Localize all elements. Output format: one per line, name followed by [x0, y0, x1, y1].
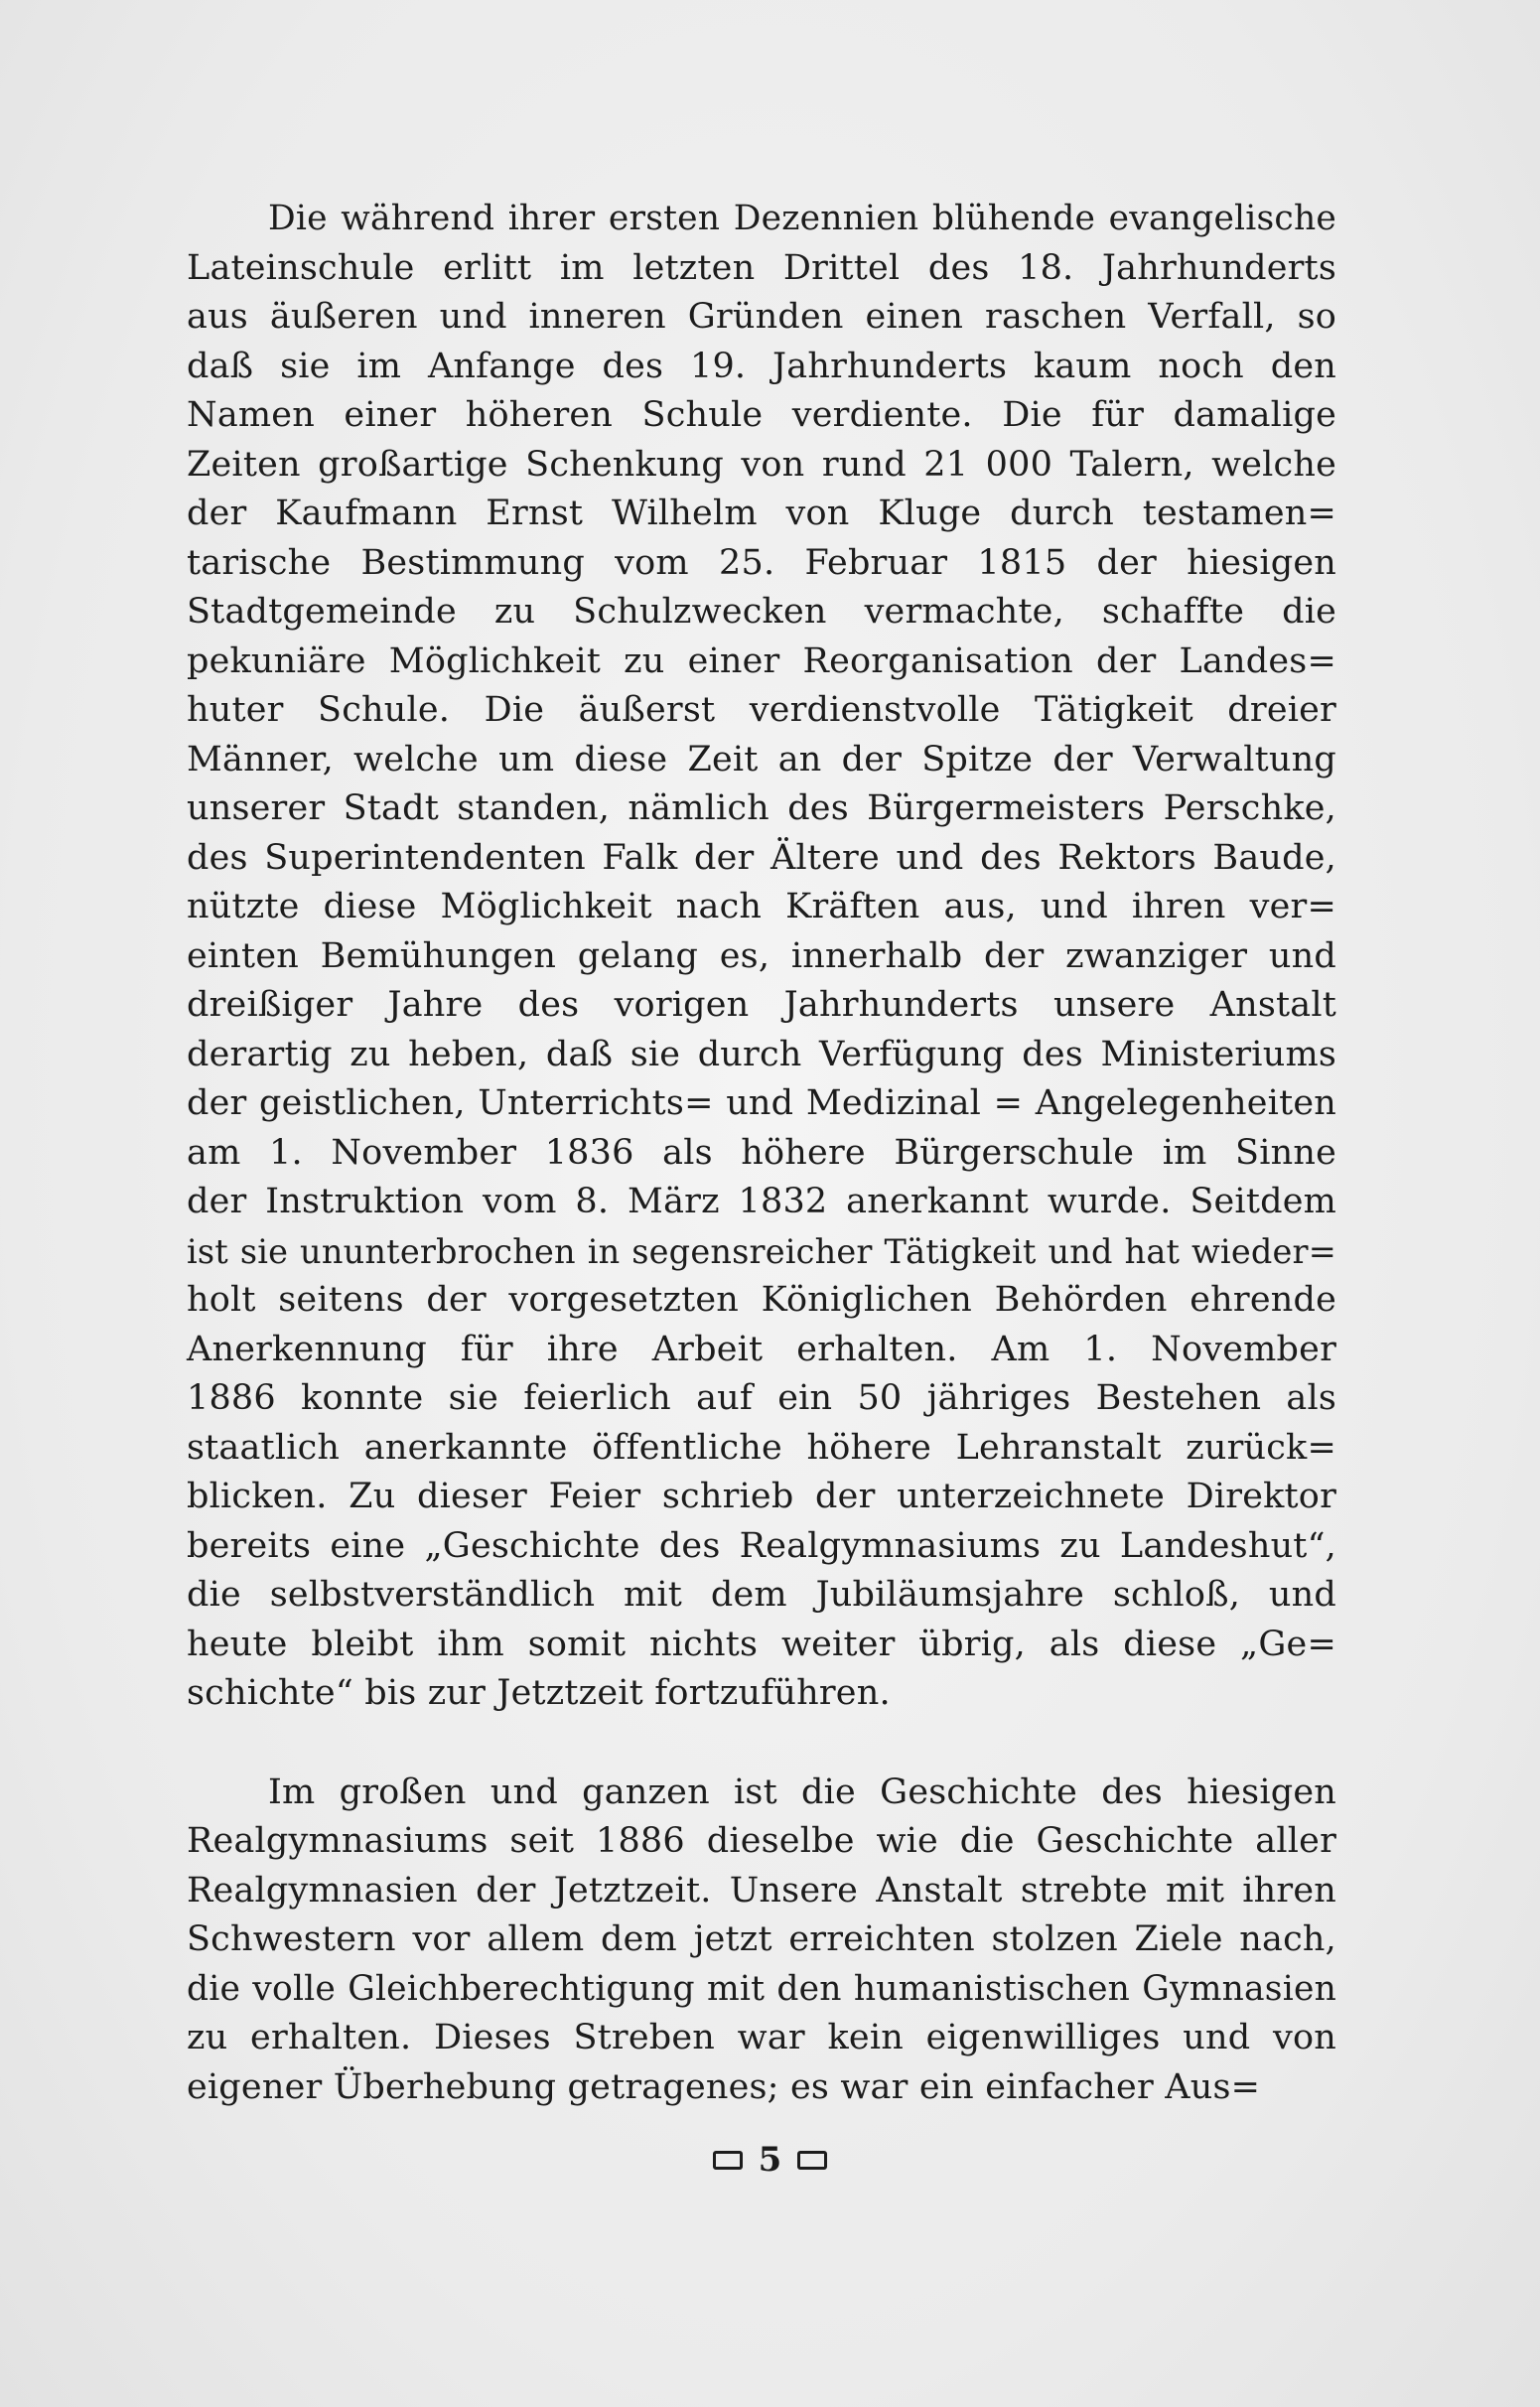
- text-block: [187, 195, 1336, 2112]
- text-line: 1886 konnte sie feierlich auf ein 50 jähriges Bestehen als: [187, 1378, 1336, 1418]
- text-line: zu erhalten. Dieses Streben war kein eigenwilliges und von: [187, 2018, 1336, 2057]
- text-line: die selbstverständlich mit dem Jubiläumsjahre schloß, und: [187, 1575, 1336, 1615]
- text-line: Zeiten großartige Schenkung von rund 21 000 Talern, welche: [187, 444, 1336, 485]
- text-line: der geistlichen, Unterrichts= und Medizinal = Angelegenheiten: [187, 1083, 1336, 1123]
- text-line: der Instruktion vom 8. März 1832 anerkannt wurde. Seitdem: [187, 1182, 1336, 1221]
- text-line: Männer, welche um diese Zeit an der Spitze der Verwaltung: [187, 739, 1336, 779]
- text-line: pekuniäre Möglichkeit zu einer Reorganisation der Landes=: [187, 640, 1336, 681]
- paragraph: [187, 1769, 1336, 2113]
- text-line: die volle Gleichberechtigung mit den humanistischen Gymnasien: [187, 1968, 1336, 2009]
- text-line: unserer Stadt standen, nämlich des Bürgermeisters Perschke,: [187, 788, 1336, 828]
- text-line: Realgymnasiums seit 1886 dieselbe wie die Geschichte aller: [187, 1821, 1336, 1861]
- box-ornament-icon: [713, 2151, 743, 2170]
- paragraph-gap: [187, 1719, 1336, 1769]
- text-line: Die während ihrer ersten Dezennien blühende evangelische: [268, 199, 1336, 238]
- text-line: blicken. Zu dieser Feier schrieb der unterzeichnete Direktor: [187, 1477, 1336, 1516]
- text-line: derartig zu heben, daß sie durch Verfügung des Ministeriums: [187, 1034, 1336, 1074]
- page-footer: [0, 2135, 1540, 2185]
- text-line: Stadtgemeinde zu Schulzwecken vermachte, schaffte die: [187, 592, 1336, 632]
- box-ornament-icon: [797, 2151, 827, 2170]
- text-line: einten Bemühungen gelang es, innerhalb der zwanziger und: [187, 935, 1336, 976]
- text-line: bereits eine „Geschichte des Realgymnasiums zu Landeshut“,: [187, 1525, 1336, 1566]
- text-line: Anerkennung für ihre Arbeit erhalten. Am 1. November: [187, 1329, 1336, 1369]
- paragraph: [187, 195, 1336, 1719]
- text-line: des Superintendenten Falk der Ältere und des Rektors Baude,: [187, 837, 1336, 878]
- text-line: ist sie ununterbrochen in segensreicher Tätigkeit und hat wieder=: [187, 1231, 1336, 1271]
- text-line: holt seitens der vorgesetzten Königlichen Behörden ehrende: [187, 1280, 1336, 1320]
- text-line: Realgymnasien der Jetztzeit. Unsere Anstalt strebte mit ihren: [187, 1870, 1336, 1911]
- text-line: der Kaufmann Ernst Wilhelm von Kluge durch testamen=: [187, 494, 1336, 533]
- text-line: dreißiger Jahre des vorigen Jahrhunderts unsere Anstalt: [187, 985, 1336, 1025]
- text-line: heute bleibt ihm somit nichts weiter übrig, als diese „Ge=: [187, 1624, 1336, 1664]
- text-line: eigener Überhebung getragenes; es war ein einfacher Aus=: [187, 2066, 1261, 2107]
- text-line: Im großen und ganzen ist die Geschichte des hiesigen: [268, 1771, 1336, 1812]
- text-line: tarische Bestimmung vom 25. Februar 1815 der hiesigen: [187, 542, 1336, 583]
- text-line: staatlich anerkannte öffentliche höhere Lehranstalt zurück=: [187, 1427, 1336, 1468]
- text-line: aus äußeren und inneren Gründen einen raschen Verfall, so: [187, 297, 1336, 337]
- text-line: am 1. November 1836 als höhere Bürgerschule im Sinne: [187, 1132, 1336, 1173]
- text-line: Schwestern vor allem dem jetzt erreichten stolzen Ziele nach,: [187, 1919, 1336, 1959]
- text-line: schichte“ bis zur Jetztzeit fortzuführen.: [187, 1673, 891, 1713]
- text-line: Lateinschule erlitt im letzten Drittel des 18. Jahrhunderts: [187, 247, 1336, 288]
- text-line: huter Schule. Die äußerst verdienstvolle Tätigkeit dreier: [187, 690, 1336, 730]
- page-number: 5: [758, 2140, 782, 2180]
- text-line: Namen einer höheren Schule verdiente. Die für damalige: [187, 395, 1336, 435]
- text-line: nützte diese Möglichkeit nach Kräften aus, und ihren ver=: [187, 887, 1336, 926]
- text-line: daß sie im Anfange des 19. Jahrhunderts kaum noch den: [187, 346, 1336, 386]
